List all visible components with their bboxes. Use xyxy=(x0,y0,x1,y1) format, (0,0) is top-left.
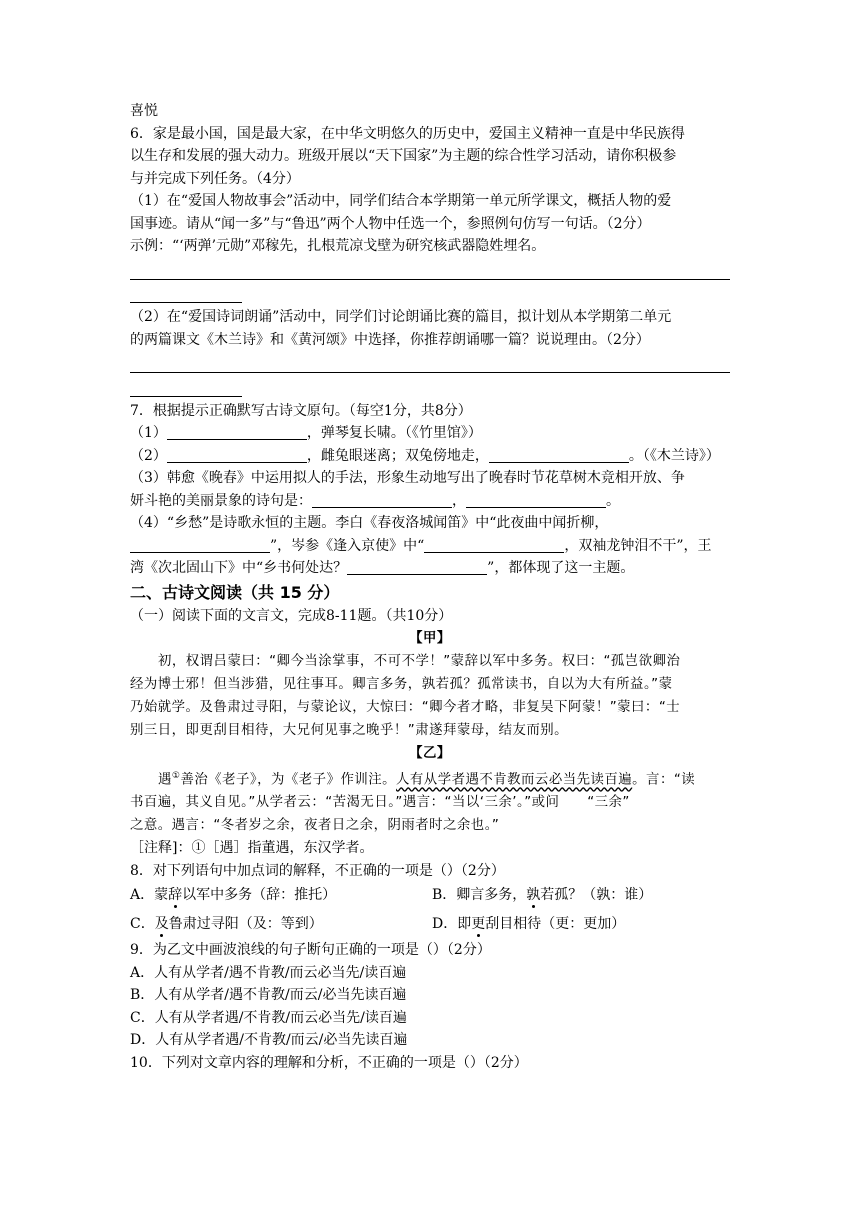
passage-line: 之意。遇言：“冬者岁之余，夜者日之余，阴雨者时之余也。” xyxy=(130,818,500,834)
q10-stem: 10．下列对文章内容的理解和分析，不正确的一项是（）（2分） xyxy=(130,1054,528,1071)
option-d[interactable]: D．人有从学者遇/不肯教/而云/必当先读百遍 xyxy=(130,1032,408,1049)
q7-sub3-comma: ， xyxy=(452,492,466,509)
q7-sub4-text-2: ，双袖龙钟泪不干”，王 xyxy=(564,537,712,554)
fill-blank[interactable] xyxy=(489,446,629,463)
fill-blank[interactable] xyxy=(424,536,564,553)
passage-yi xyxy=(130,742,730,837)
q7-sub4-line-2 xyxy=(130,535,730,558)
dotted-word: 更 xyxy=(471,916,486,933)
q8-options-row-1 xyxy=(130,882,730,909)
q7-sub4-text: ”，岑参《逢入京使》中“ xyxy=(270,537,425,554)
fill-blank[interactable] xyxy=(167,423,307,440)
option-b[interactable]: B．卿言多务，孰若孤？（孰：谁） xyxy=(432,887,653,904)
option-a[interactable]: A．人有从学者/遇不肯教/而云必当先/读百遍 xyxy=(130,964,407,981)
option-b[interactable]: B．人有从学者/遇不肯教/而云/必当先读百遍 xyxy=(130,987,407,1004)
passage-line: 乃始就学。及鲁肃过寻阳，与蒙论议，大惊曰：“卿今者才略，非复吴下阿蒙！”蒙曰：“士 xyxy=(130,700,681,715)
footnote-mark: ① xyxy=(171,771,181,781)
fill-blank[interactable] xyxy=(347,558,487,575)
q7-sub4-line-1: （4）“乡愁”是诗歌永恒的主题。李白《春夜洛城闻笛》中“此夜曲中闻折柳， xyxy=(130,515,609,531)
reading-intro: （一）阅读下面的文言文，完成8-11题。（共10分） xyxy=(130,607,453,624)
dotted-word: 辞 xyxy=(168,887,183,904)
carry-over-text: 喜悦 xyxy=(130,103,158,119)
passage-text: 善治《老子》，为《老子》作训注。 xyxy=(180,772,397,788)
passage-text: 。言：“读 xyxy=(632,772,696,788)
q9-stem: 9．为乙文中画波浪线的句子断句正确的一项是（）（2分） xyxy=(130,942,491,959)
q7-sub2-label: （2） xyxy=(130,447,167,464)
answer-line[interactable] xyxy=(130,258,730,280)
q6-sub1-example: 示例：“‘两弹’元勋”邓稼先，扎根荒凉戈壁为研究核武器隐姓埋名。 xyxy=(130,238,546,254)
answer-line[interactable] xyxy=(130,281,242,303)
passage-title: 【甲】 xyxy=(409,631,451,646)
q8-stem: 8．对下列语句中加点词的解释，不正确的一项是（）（2分） xyxy=(130,862,505,879)
passage-title: 【乙】 xyxy=(409,746,451,761)
passage-line: 经为博士邪！但当涉猎，见往事耳。卿言多务，孰若孤？孤常读书，自以为大有所益。”蒙 xyxy=(130,677,673,692)
q7-sub1-label: （1） xyxy=(130,425,167,441)
q6-stem-line-2: 以生存和发展的强大动力。班级开展以“天下国家”为主题的综合性学习活动，请你积极参 xyxy=(130,148,677,164)
section-heading: 二、古诗文阅读（共 15 分） xyxy=(130,582,340,602)
fill-blank[interactable] xyxy=(466,491,606,508)
dotted-word: 孰 xyxy=(526,887,541,904)
question-9 xyxy=(130,939,730,1052)
exam-page xyxy=(130,100,730,1074)
passage-line: 别三日，即更刮目相待，大兄何见事之晚乎！”肃遂拜蒙母，结友而别。 xyxy=(130,723,569,738)
q7-sub4-text-3: 湾《次北固山下》中“乡书何处达？ xyxy=(130,560,348,576)
question-8 xyxy=(130,860,730,940)
q7-sub3-text: 妍斗艳的美丽景象的诗句是： xyxy=(130,492,312,509)
q7-sub2-source: 。（《木兰诗》） xyxy=(628,447,720,464)
q6-sub2-line-2: 的两篇课文《木兰诗》和《黄河颂》中选择，你推荐朗诵哪一篇？说说理由。（2分） xyxy=(130,331,650,348)
fill-blank[interactable] xyxy=(167,446,307,463)
q7-sub1-text: ，弹琴复长啸。（《竹里馆》） xyxy=(306,425,482,441)
question-6 xyxy=(130,123,730,397)
answer-line[interactable] xyxy=(130,351,730,373)
q6-stem-line-1: 6．家是最小国，国是最大家，在中华文明悠久的历史中，爱国主义精神一直是中华民族得 xyxy=(130,125,685,142)
q6-sub1-line-1: （1）在“爱国人物故事会”活动中，同学们结合本学期第一单元所学课文，概括人物的爱 xyxy=(130,193,672,209)
passage-jia xyxy=(130,627,730,742)
q7-sub3-line-1: （3）韩愈《晚春》中运用拟人的手法，形象生动地写出了晚春时节花草树木竞相开放、争 xyxy=(130,470,685,486)
fill-blank[interactable] xyxy=(312,491,452,508)
wavy-underlined-sentence: 人有从学者遇不肯教而云必当先读百遍 xyxy=(396,772,633,788)
q6-sub2-line-1: （2）在“爱国诗词朗诵”活动中，同学们讨论朗诵比赛的篇目，拟计划从本学期第二单元 xyxy=(130,309,672,325)
passage-line: 书百遍，其义自见。”从学者云：“苦渴无日。”遇言：“当以‘三余’。”或问 “三余” xyxy=(130,795,630,811)
option-c[interactable]: C．人有从学者遇/不肯教/而云必当先/读百遍 xyxy=(130,1009,407,1026)
fill-blank[interactable] xyxy=(130,536,270,553)
dotted-word: 及 xyxy=(154,916,169,933)
q7-sub2-text: ，雌兔眼迷离；双兔傍地走， xyxy=(306,447,489,464)
q7-sub4-line-3 xyxy=(130,557,730,580)
q6-stem-line-3: 与并完成下列任务。（4分） xyxy=(130,170,300,187)
passage-text: 遇 xyxy=(158,772,172,788)
passage-line xyxy=(130,765,730,791)
question-7 xyxy=(130,400,730,580)
q7-sub1 xyxy=(130,422,730,445)
q7-sub3-period: 。 xyxy=(606,492,620,509)
q7-sub4-text-4: ”，都体现了这一主题。 xyxy=(487,560,635,576)
q7-sub2 xyxy=(130,445,730,468)
q8-options-row-2 xyxy=(130,909,730,939)
option-a[interactable]: A．蒙辞以军中多务（辞：推托） xyxy=(130,887,337,904)
answer-line[interactable] xyxy=(130,375,242,397)
option-d[interactable]: D．即更刮目相待（更：更加） xyxy=(432,916,626,933)
q7-sub3-line-2 xyxy=(130,490,730,513)
option-c[interactable]: C．及鲁肃过寻阳（及：等到） xyxy=(130,916,323,933)
passage-line: 初，权谓吕蒙曰：“卿今当涂掌事，不可不学！”蒙辞以军中多务。权曰：“孤岂欲卿治 xyxy=(158,654,681,669)
annotation-note: ［注释]：①［遇］指董遇，东汉学者。 xyxy=(130,840,374,857)
q7-stem: 7．根据提示正确默写古诗文原句。（每空1分，共8分） xyxy=(130,402,472,419)
q6-sub1-line-2: 国事迹。请从“闻一多”与“鲁迅”两个人物中任选一个，参照例句仿写一句话。（2分） xyxy=(130,215,651,232)
